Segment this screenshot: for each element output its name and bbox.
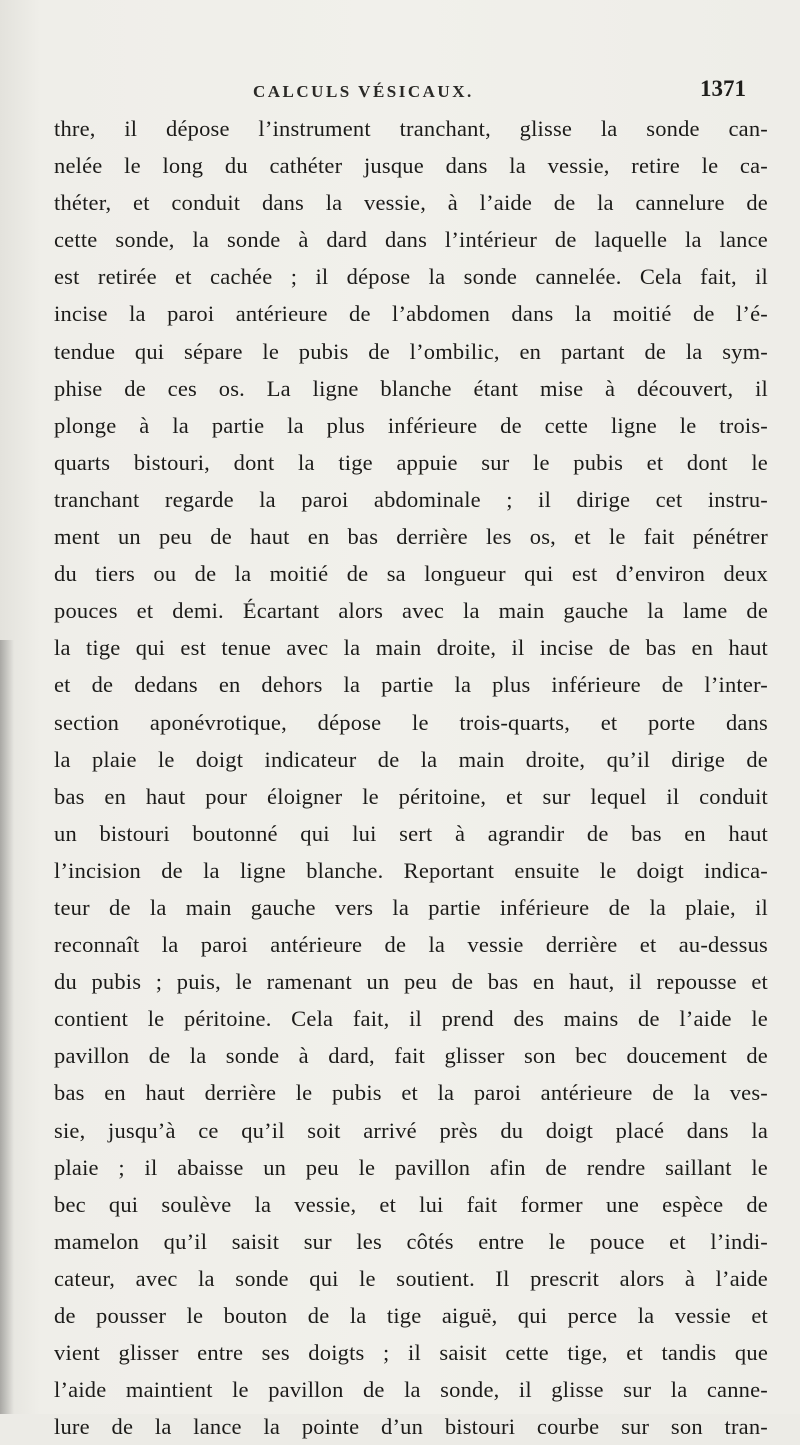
body-text — [54, 110, 768, 1445]
text-line: du pubis ; puis, le ramenant un peu de bas en haut, il repousse et — [54, 969, 768, 995]
text-line: pouces et demi. Écartant alors avec la main gauche la lame de — [54, 598, 768, 624]
running-title: CALCULS VÉSICAUX. — [253, 82, 474, 101]
text-line: l’aide maintient le pavillon de la sonde, il glisse sur la canne- — [54, 1377, 768, 1403]
text-line: vient glisser entre ses doigts ; il saisit cette tige, et tandis que — [54, 1340, 768, 1366]
text-line: un bistouri boutonné qui lui sert à agrandir de bas en haut — [54, 820, 768, 846]
text-line: mamelon qu’il saisit sur les côtés entre le pouce et l’indi- — [54, 1228, 768, 1254]
text-line: contient le péritoine. Cela fait, il prend des mains de l’aide le — [54, 1006, 768, 1032]
text-line: la tige qui est tenue avec la main droite, il incise de bas en haut — [54, 635, 768, 661]
text-line: la plaie le doigt indicateur de la main droite, qu’il dirige de — [54, 746, 768, 772]
text-line: bec qui soulève la vessie, et lui fait former une espèce de — [54, 1191, 768, 1217]
text-line: reconnaît la paroi antérieure de la vessie derrière et au-dessus — [54, 932, 768, 958]
text-line: tranchant regarde la paroi abdominale ; il dirige cet instru- — [54, 486, 768, 512]
text-line: bas en haut pour éloigner le péritoine, et sur lequel il conduit — [54, 783, 768, 809]
text-line: et de dedans en dehors la partie la plus inférieure de l’inter- — [54, 672, 768, 698]
text-line: de pousser le bouton de la tige aiguë, qui perce la vessie et — [54, 1303, 768, 1328]
text-line: thre, il dépose l’instrument tranchant, glisse la sonde can- — [54, 116, 768, 141]
text-line: tendue qui sépare le pubis de l’ombilic, en partant de la sym- — [54, 338, 768, 364]
text-line: quarts bistouri, dont la tige appuie sur le pubis et dont le — [54, 449, 768, 475]
text-line: section aponévrotique, dépose le trois-quarts, et porte dans — [54, 709, 768, 735]
text-line: phise de ces os. La ligne blanche étant mise à découvert, il — [54, 375, 768, 401]
text-line: ment un peu de haut en bas derrière les os, et le fait pénétrer — [54, 524, 768, 550]
text-line: lure de la lance la pointe d’un bistouri courbe sur son tran- — [54, 1414, 768, 1440]
text-line: plaie ; il abaisse un peu le pavillon afin de rendre saillant le — [54, 1154, 768, 1180]
page-number: 1371 — [700, 76, 746, 101]
text-line: plonge à la partie la plus inférieure de cette ligne le trois- — [54, 412, 768, 438]
text-line: du tiers ou de la moitié de sa longueur qui est d’environ deux — [54, 561, 768, 587]
page-edge-shadow — [0, 640, 14, 1414]
text-line: théter, et conduit dans la vessie, à l’aide de la cannelure de — [54, 190, 768, 216]
text-line: teur de la main gauche vers la partie inférieure de la plaie, il — [54, 894, 768, 920]
running-head — [0, 78, 800, 108]
text-line: bas en haut derrière le pubis et la paroi antérieure de la ves- — [54, 1080, 768, 1106]
text-line: pavillon de la sonde à dard, fait glisser son bec doucement de — [54, 1043, 768, 1069]
text-line: l’incision de la ligne blanche. Reportant ensuite le doigt indica- — [54, 857, 768, 883]
text-line: sie, jusqu’à ce qu’il soit arrivé près du doigt placé dans la — [54, 1117, 768, 1143]
text-line: incise la paroi antérieure de l’abdomen dans la moitié de l’é- — [54, 301, 768, 327]
text-line: est retirée et cachée ; il dépose la sonde cannelée. Cela fait, il — [54, 264, 768, 290]
text-line: cateur, avec la sonde qui le soutient. Il prescrit alors à l’aide — [54, 1265, 768, 1291]
text-line: cette sonde, la sonde à dard dans l’intérieur de laquelle la lance — [54, 227, 768, 253]
text-line: nelée le long du cathéter jusque dans la vessie, retire le ca- — [54, 153, 768, 179]
